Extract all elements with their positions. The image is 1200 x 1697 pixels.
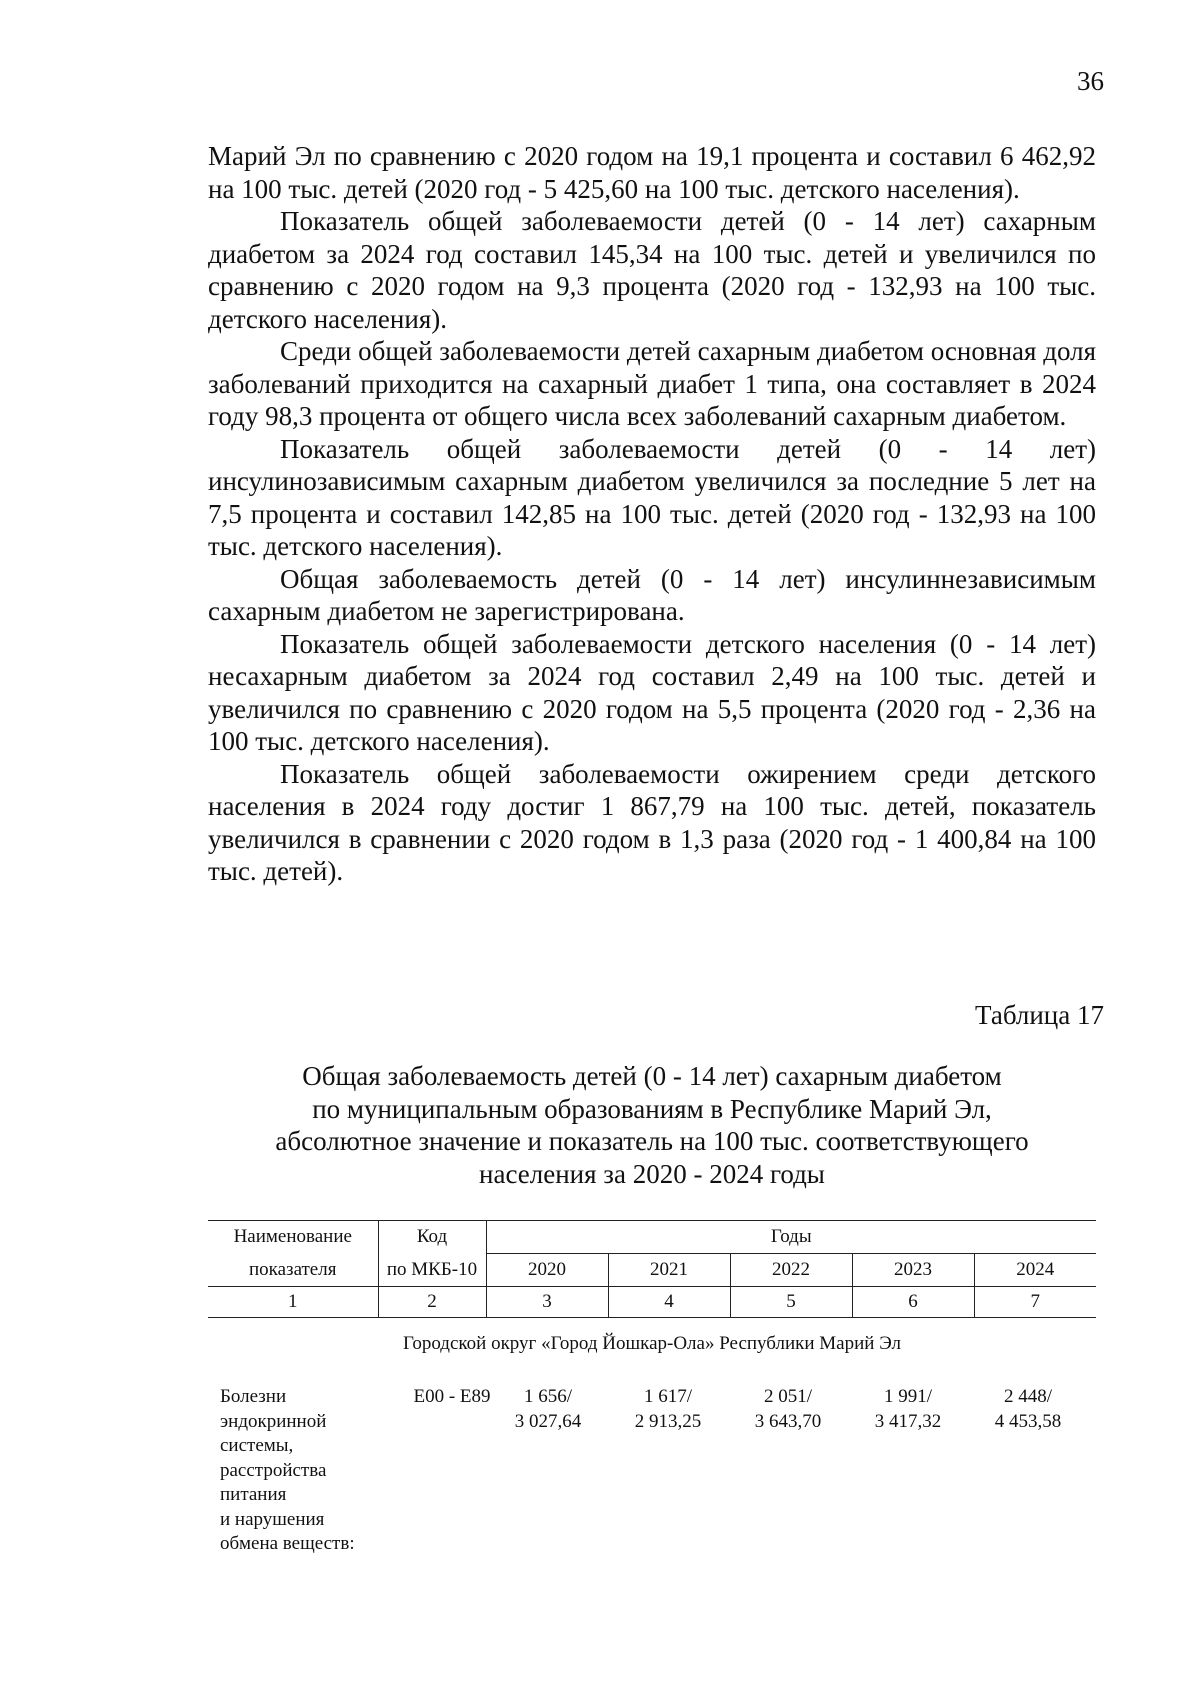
paragraph: Показатель общей заболеваемости детей (0 - 14 лет) сахарным диабетом за 2024 год составил 145,34 на 100 тыс. детей и увеличился по сравнению с 2020 годом на 9,3 процента (2020 год - 132,93 на 100 тыс. детского населения). [208,206,1096,334]
column-number: 5 [730,1287,852,1318]
caption-line: населения за 2020 - 2024 годы [479,1158,825,1189]
column-number: 6 [852,1287,974,1318]
header-code: Код [378,1221,486,1254]
header-year: 2023 [852,1254,974,1287]
header-name: показателя [249,1258,337,1280]
row-value-2021 [610,1385,726,1434]
paragraph: Показатель общей заболеваемости детского населения (0 - 14 лет) несахарным диабетом за 2024 год составил 2,49 на 100 тыс. детей и увеличился по сравнению с 2020 годом на 5,5 процента (2020 год - 2,36 на 100 тыс. детского населения). [208,628,1096,756]
paragraph: Показатель общей заболеваемости детей (0 - 14 лет) инсулинозависимым сахарным диабетом увеличился за последние 5 лет на 7,5 процента и составил 142,85 на 100 тыс. детей (2020 год - 132,93 на 100 тыс. детского населения). [208,433,1096,561]
row-value-2022 [730,1385,846,1434]
table-caption [208,1060,1096,1190]
row-name [220,1385,390,1557]
absolute-value: 1 656/ [523,1386,573,1407]
table-label: Таблица 17 [975,1000,1104,1030]
header-year: 2022 [730,1254,852,1287]
header-years: Годы [486,1221,1096,1254]
header-name: Наименование [208,1221,378,1254]
row-name-line: эндокринной [220,1410,327,1432]
rate-value: 3 027,64 [514,1410,582,1432]
row-name-line: обмена веществ: [220,1533,355,1554]
row-value-2023 [850,1385,966,1434]
row-code: E00 - E89 [413,1386,491,1407]
paragraph: Среди общей заболеваемости детей сахарным диабетом основная доля заболеваний приходится на сахарный диабет 1 типа, она составляет в 2024 году 98,3 процента от общего числа всех заболеваний сахарным диабетом. [208,336,1096,431]
absolute-value: 1 991/ [883,1386,933,1407]
absolute-value: 2 051/ [763,1386,813,1407]
row-name-line: питания [220,1484,287,1505]
rate-value: 3 643,70 [754,1410,822,1432]
rate-value: 3 417,32 [874,1410,942,1432]
paragraph: Общая заболеваемость детей (0 - 14 лет) инсулиннезависимым сахарным диабетом не зарегистрирована. [208,563,1096,626]
header-year: 2021 [608,1254,730,1287]
caption-line: по муниципальным образованиям в Республике Марий Эл, [312,1093,992,1124]
column-number: 1 [208,1287,378,1318]
row-name-line: и нарушения [220,1508,325,1530]
body-text [208,140,1096,888]
column-number: 7 [974,1287,1096,1318]
section-title: Городской округ «Город Йошкар-Ола» Республики Марий Эл [403,1333,901,1354]
paragraph: Показатель общей заболеваемости ожирением среди детского населения в 2024 году достиг 1 867,79 на 100 тыс. детей, показатель увеличился в сравнении с 2020 годом в 1,3 раза (2020 год - 1 400,84 на 100 тыс. детей). [208,758,1096,886]
header-year: 2020 [486,1254,608,1287]
row-value-2024 [970,1385,1086,1434]
row-name-line: расстройства [220,1459,327,1481]
column-number: 2 [378,1287,486,1318]
row-name-line: системы, [220,1435,294,1456]
page-number: 36 [1077,66,1104,96]
row-name-line: Болезни [220,1386,287,1407]
column-number: 4 [608,1287,730,1318]
table-header [208,1220,1096,1318]
absolute-value: 2 448/ [1003,1386,1053,1407]
absolute-value: 1 617/ [643,1386,693,1407]
caption-line: абсолютное значение и показатель на 100 тыс. соответствующего [275,1126,1029,1156]
header-code: по МКБ-10 [378,1254,486,1287]
column-number: 3 [486,1287,608,1318]
rate-value: 2 913,25 [634,1410,702,1432]
row-value-2020 [490,1385,606,1434]
header-year: 2024 [974,1254,1096,1287]
caption-line: Общая заболеваемость детей (0 - 14 лет) сахарным диабетом [302,1061,1002,1091]
rate-value: 4 453,58 [994,1410,1062,1432]
paragraph: Марий Эл по сравнению с 2020 годом на 19,1 процента и составил 6 462,92 на 100 тыс. детей (2020 год - 5 425,60 на 100 тыс. детского населения). [208,141,1096,204]
